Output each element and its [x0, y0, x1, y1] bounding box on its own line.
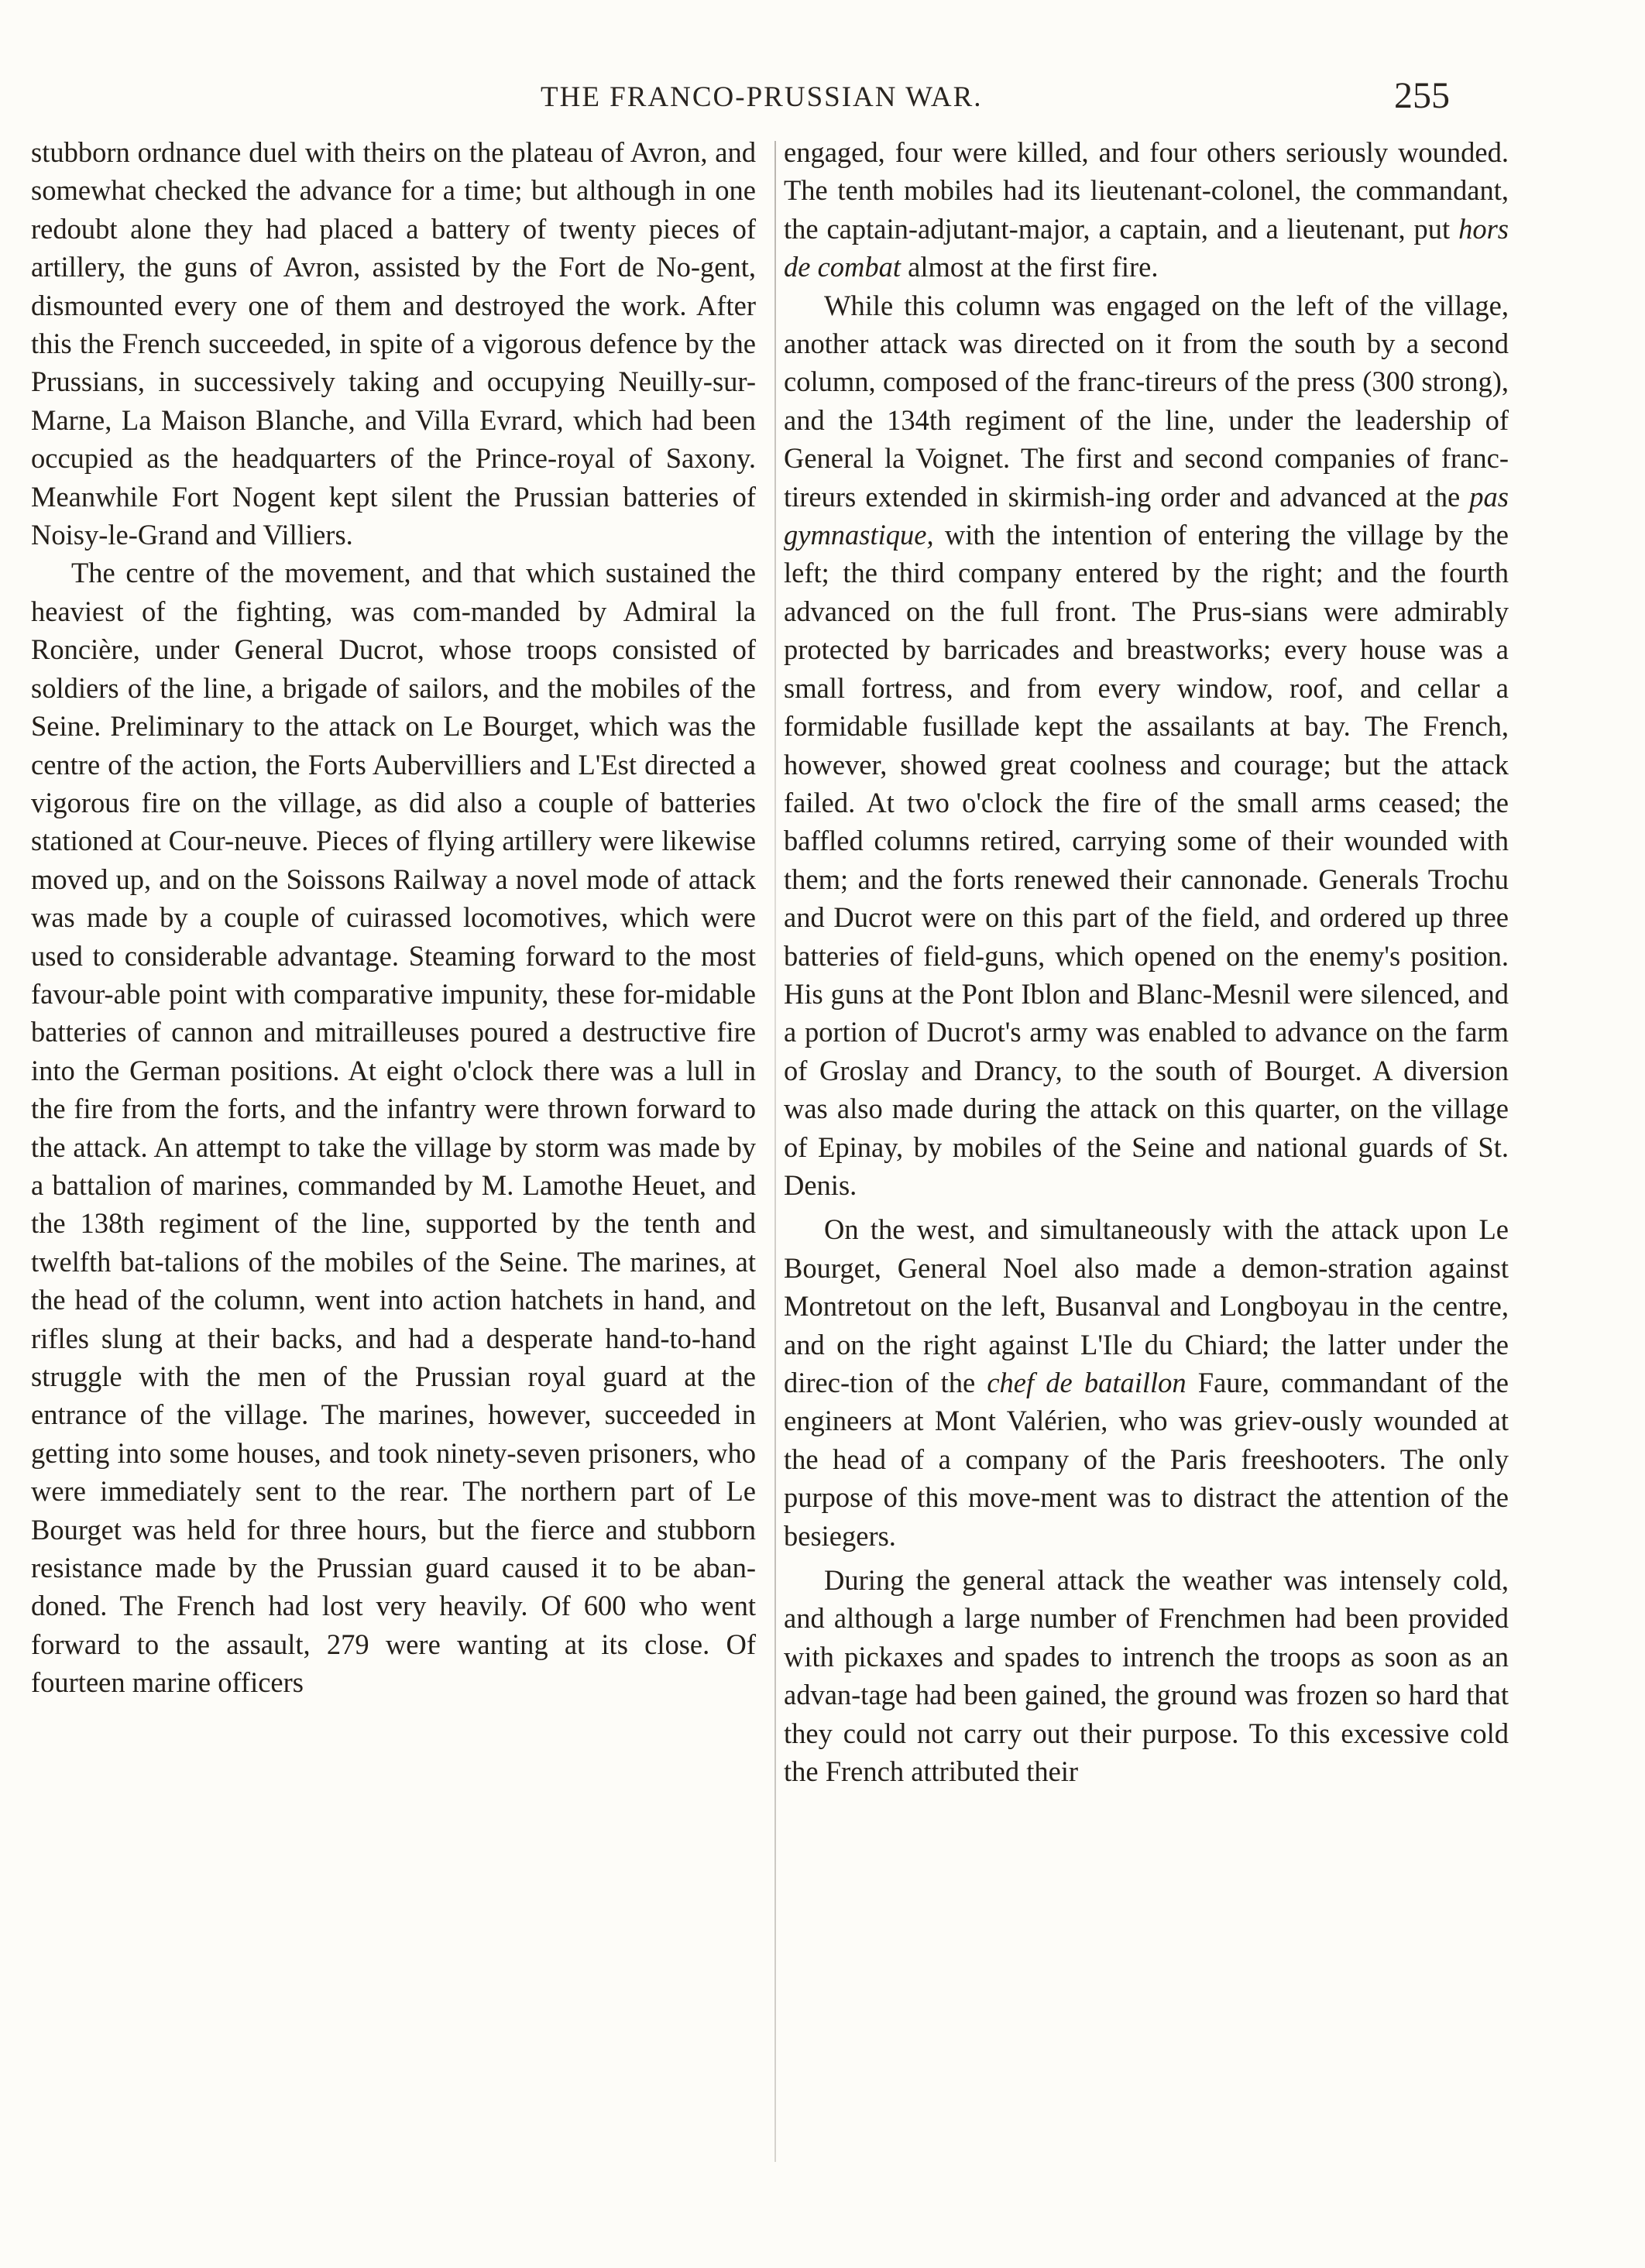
text-run: Faure, commandant of the engineers at Mont Valérien, who was griev-ously wounded at the head of a company of the Paris freeshooters. The only purpose of this move-ment was to distract the attention of the besiegers.	[784, 1367, 1509, 1552]
italic-phrase: hors de combat	[784, 212, 1509, 283]
right-column	[784, 133, 1509, 1790]
text-run: On the west, and simultaneously with the attack upon Le Bourget, General Noel also made a demon-stration against Montretout on the left, Busanval and Longboyau in the centre, and on the right against L'Ile du Chiard; the latter under the direc-tion of the	[784, 1213, 1509, 1398]
text-run: While this column was engaged on the left of the village, another attack was directed on it from the south by a second column, composed of the franc-tireurs of the press (300 strong), and the 134th regiment of the line, under the leadership of General la Voignet. The first and second companies of franc-tireurs extended in skirmish-ing order and advanced at the	[784, 289, 1509, 513]
text-run: almost at the first fire.	[901, 251, 1159, 283]
running-header	[0, 77, 1645, 124]
paragraph: stubborn ordnance duel with theirs on the plateau of Avron, and somewhat checked the advance for a time; but although in one redoubt alone they had placed a battery of twenty pieces of artillery, the guns of Avron, assisted by the Fort de No-gent, dismounted every one of them and destroyed the work. After this the French succeeded, in spite of a vigorous defence by the Prussians, in successively taking and occupying Neuilly-sur-Marne, La Maison Blanche, and Villa Evrard, which had been occupied as the headquarters of the Prince-royal of Saxony. Meanwhile Fort Nogent kept silent the Prussian batteries of Noisy-le-Grand and Villiers.	[31, 136, 756, 551]
paragraph	[784, 287, 1509, 1205]
paragraph: The centre of the movement, and that which sustained the heaviest of the fighting, was com-manded by Admiral la Roncière, under General Ducrot, whose troops consisted of soldiers of the line, a brigade of sailors, and the mobiles of the Seine. Preliminary to the attack on Le Bourget, which was the centre of the action, the Forts Aubervilliers and L'Est directed a vigorous fire on the village, as did also a couple of batteries stationed at Cour-neuve. Pieces of flying artillery were likewise moved up, and on the Soissons Railway a novel mode of attack was made by a couple of cuirassed locomotives, which were used to considerable advantage. Steaming forward to the most favour-able point with comparative impunity, these for-midable batteries of cannon and mitrailleuses poured a destructive fire into the German positions. At eight o'clock there was a lull in the fire from the forts, and the infantry were thrown forward to the attack. An attempt to take the village by storm was made by a battalion of marines, commanded by M. Lamothe Heuet, and the 138th regiment of the line, supported by the tenth and twelfth bat-talions of the mobiles of the Seine. The marines, at the head of the column, went into action hatchets in hand, and rifles slung at their backs, and had a desperate hand-to-hand struggle with the men of the Prussian royal guard at the entrance of the village. The marines, however, succeeded in getting into some houses, and took ninety-seven prisoners, who were immediately sent to the rear. The northern part of Le Bourget was held for three hours, but the fierce and stubborn resistance made by the Prussian guard caused it to be aban-doned. The French had lost very heavily. Of 600 who went forward to the assault, 279 were wanting at its close. Of fourteen marine officers	[31, 557, 756, 1699]
left-column	[31, 133, 756, 1702]
text-run: engaged, four were killed, and four others seriously wounded. The tenth mobiles had its lieutenant-colonel, the commandant, the captain-adjutant-major, a captain, and a lieutenant, put	[784, 136, 1509, 245]
italic-phrase: chef de bataillon	[987, 1367, 1187, 1398]
paragraph	[784, 133, 1509, 287]
italic-phrase: pas gymnastique,	[784, 480, 1509, 551]
text-run: with the intention of entering the village by the left; the third company entered by the right; and the fourth advanced on the full front. The Prus-sians were admirably protected by barricades and breastworks; every house was a small fortress, and from every window, roof, and cellar a formidable fusillade kept the assailants at bay. The French, however, showed great coolness and courage; but the attack failed. At two o'clock the fire of the small arms ceased; the baffled columns retired, carrying some of their wounded with them; and the forts renewed their cannonade. Generals Trochu and Ducrot were on this part of the field, and ordered up three batteries of field-guns, which opened on the enemy's position. His guns at the Pont Iblon and Blanc-Mesnil were silenced, and a portion of Ducrot's army was enabled to advance on the farm of Groslay and Drancy, to the south of Bourget. A diversion was also made during the attack on this quarter, on the village of Epinay, by mobiles of the Seine and national guards of St. Denis.	[784, 519, 1509, 1201]
paragraph	[784, 1210, 1509, 1555]
page-number: 255	[1394, 75, 1450, 116]
paragraph: During the general attack the weather was intensely cold, and although a large number of Frenchmen had been provided with pickaxes and spades to intrench the troops as soon as an advan-tage had been gained, the ground was frozen so hard that they could not carry out their purpose. To this excessive cold the French attributed their	[784, 1564, 1509, 1788]
running-title: THE FRANCO-PRUSSIAN WAR.	[541, 81, 983, 113]
column-divider	[774, 141, 776, 2162]
